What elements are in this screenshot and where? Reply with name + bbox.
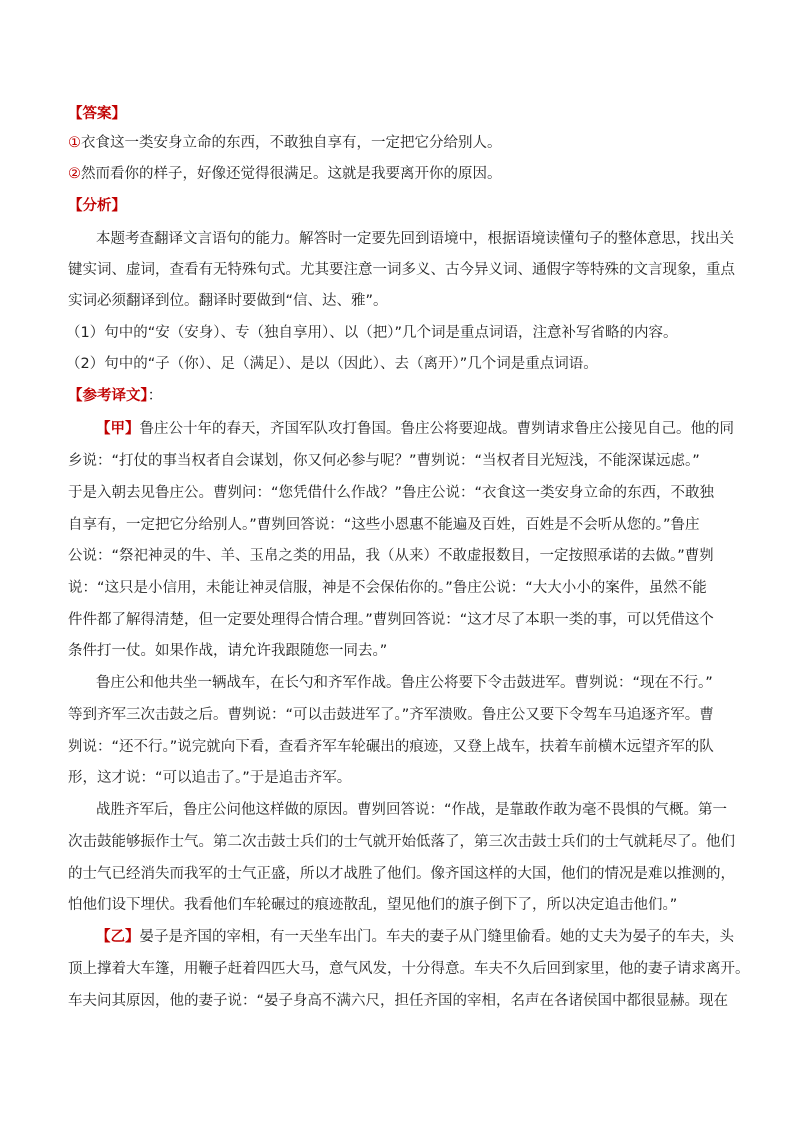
analysis-line: 本题考查翻译文言语句的能力。解答时一定要先回到语境中，根据语境读懂句子的整体意思，找出关	[96, 231, 734, 247]
battle-paragraph-line: 等到齐军三次击鼓之后。曹刿说：“可以击鼓进军了。”齐军溃败。鲁庄公又要下令驾车马追逐齐军。曹	[68, 707, 714, 723]
answer-heading: 【答案】	[68, 106, 126, 122]
translation-heading-colon: ：	[147, 388, 163, 404]
yi-tag: 【乙】	[96, 929, 140, 945]
yi-line: 车夫问其原因，他的妻子说：“晏子身高不满六尺，担任齐国的宰相，名声在各诸侯国中都很显赫。现在	[68, 993, 729, 1009]
battle-paragraph-line: 形，这才说：“可以追击了。”于是追击齐军。	[68, 770, 352, 786]
jia-first-line-text: 鲁庄公十年的春天，齐国军队攻打鲁国。鲁庄公将要迎战。曹刿请求鲁庄公接见自己。他的同	[139, 421, 734, 437]
jia-tag: 【甲】	[96, 421, 140, 437]
reason-paragraph-line: 怕他们设下埋伏。我看他们车轮碾过的痕迹散乱，望见他们的旗子倒下了，所以决定追击他们。”	[68, 897, 678, 913]
jia-line: 说：“这只是小信用，未能让神灵信服，神是不会保佑你的。”鲁庄公说：“大大小小的案件，虽然不能	[68, 580, 707, 596]
reason-paragraph-line: 的士气已经消失而我军的士气正盛，所以才战胜了他们。像齐国这样的大国，他们的情况是难以推测的，	[68, 866, 735, 882]
yi-line: 顶上撑着大车篷，用鞭子赶着四匹大马，意气风发，十分得意。车夫不久后回到家里，他的妻子请求离开。	[68, 961, 750, 977]
analysis-line: （1）句中的“安（安身）、专（独自享用）、以（把）”几个词是重点词语，注意补写省略的内容。	[66, 325, 678, 341]
yi-first-line-text: 晏子是齐国的宰相，有一天坐车出门。车夫的妻子从门缝里偷看。她的丈夫为晏子的车夫，头	[139, 929, 734, 945]
jia-line: 自享有，一定把它分给别人。”曹刿回答说：“这些小恩惠不能遍及百姓，百姓是不会听从您的。”鲁庄	[68, 517, 700, 533]
jia-paragraph-first-line	[96, 419, 734, 439]
analysis-line: 键实词、虚词，查看有无特殊句式。尤其要注意一词多义、古今异义词、通假字等特殊的文言现象，重点	[68, 262, 735, 278]
answer-item-2-text: 然而看你的样子，好像还觉得很满足。这就是我要离开你的原因。	[81, 166, 502, 182]
answer-item-1-marker: ①	[68, 135, 81, 151]
jia-line: 条件打一仗。如果作战，请允许我跟随您一同去。”	[68, 643, 388, 659]
battle-paragraph-line: 刿说：“还不行。”说完就向下看，查看齐军车轮碾出的痕迹，又登上战车，扶着车前横木远望齐军的队	[68, 739, 714, 755]
yi-paragraph-first-line	[96, 927, 734, 947]
jia-line: 公说：“祭祀神灵的牛、羊、玉帛之类的用品，我（从来）不敢虚报数目，一定按照承诺的去做。”曹刿	[68, 548, 714, 564]
translation-heading	[68, 386, 162, 406]
answer-item-2	[68, 164, 502, 184]
analysis-line: 实词必须翻译到位。翻译时要做到“信、达、雅”。	[68, 293, 388, 309]
jia-line: 乡说：“打仗的事当权者自会谋划，你又何必参与呢？”曹刿说：“当权者目光短浅，不能深谋远虑。”	[68, 453, 700, 469]
translation-heading-label: 【参考译文】	[68, 388, 148, 404]
jia-line: 件件都了解得清楚，但一定要处理得合情合理。”曹刿回答说：“这才尽了本职一类的事，可以凭借这个	[68, 612, 714, 628]
answer-item-1-text: 衣食这一类安身立命的东西，不敢独自享有，一定把它分给别人。	[81, 135, 502, 151]
battle-paragraph-line: 鲁庄公和他共坐一辆战车，在长勺和齐军作战。鲁庄公将要下令击鼓进军。曹刿说：“现在不行。”	[96, 675, 713, 691]
analysis-line: （2）句中的“子（你）、足（满足）、是以（因此）、去（离开）”几个词是重点词语。	[66, 356, 598, 372]
answer-item-2-marker: ②	[68, 166, 81, 182]
jia-line: 于是入朝去见鲁庄公。曹刿问：“您凭借什么作战？”鲁庄公说：“衣食这一类安身立命的东西，不敢独	[68, 485, 715, 501]
reason-paragraph-line: 次击鼓能够振作士气。第二次击鼓士兵们的士气就开始低落了，第三次击鼓士兵们的士气就耗尽了。他们	[68, 834, 735, 850]
reason-paragraph-line: 战胜齐军后，鲁庄公问他这样做的原因。曹刿回答说：“作战，是靠敢作敢为毫不畏惧的气概。第一	[96, 802, 728, 818]
answer-item-1	[68, 133, 502, 153]
analysis-heading: 【分析】	[68, 198, 126, 214]
